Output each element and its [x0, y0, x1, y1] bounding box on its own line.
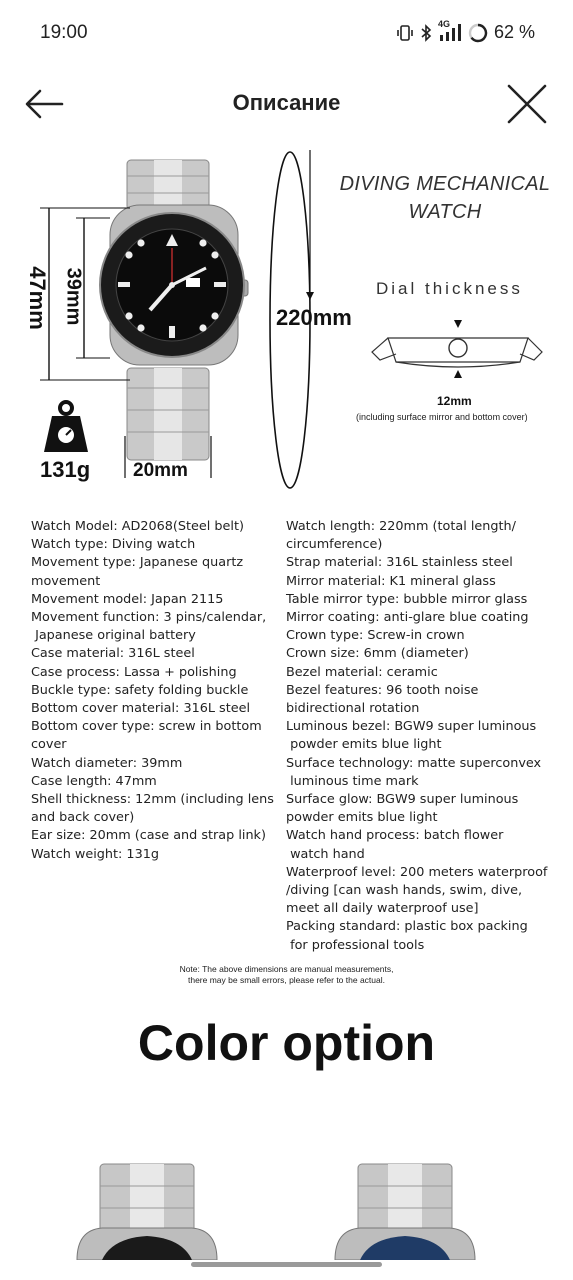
measurement-note-line2: there may be small errors, please refer to the actual.	[187, 975, 385, 985]
spec-left-line: Case process: Lassa + polishing	[31, 664, 237, 680]
spec-right-line: Table mirror type: bubble mirror glass	[286, 591, 528, 607]
watch-variant-image	[330, 1160, 480, 1260]
weight-value: 131g	[40, 457, 91, 482]
spec-left-line: Movement function: 3 pins/calendar,	[31, 610, 267, 626]
status-bar	[0, 0, 573, 66]
spec-right-line: Crown size: 6mm (diameter)	[286, 646, 469, 662]
weight-scale-icon	[44, 402, 88, 452]
spec-right-line: Luminous bezel: BGW9 super luminous	[286, 719, 537, 735]
measurement-note-line1: Note: The above dimensions are manual measurements,	[179, 964, 394, 974]
product-headline-line2: WATCH	[408, 201, 482, 223]
thickness-value: 12mm	[437, 394, 472, 408]
spec-right-line: Bezel material: ceramic	[286, 664, 438, 680]
spec-left-line: Bottom cover material: 316L steel	[31, 701, 251, 717]
watch-length-dimension: 220mm	[276, 305, 352, 330]
bluetooth-icon	[420, 24, 432, 42]
status-indicators	[396, 18, 535, 43]
close-icon	[505, 82, 549, 126]
spec-left-line: Watch Model: AD2068(Steel belt)	[31, 519, 244, 534]
spec-left-line: Bottom cover type: screw in bottom	[31, 719, 262, 735]
spec-right-line: Packing standard: plastic box packing	[286, 919, 528, 935]
page-title: Описание	[232, 90, 341, 115]
color-variant-blue[interactable]	[330, 1160, 480, 1260]
spec-right-line: Surface glow: BGW9 super luminous	[286, 792, 519, 808]
ear-size-dimension: 20mm	[133, 460, 188, 481]
spec-left-line: Japanese original battery	[31, 628, 196, 644]
case-length-dimension: 47mm	[25, 266, 50, 330]
spec-left-line: Case length: 47mm	[31, 773, 157, 789]
watch-variant-image	[72, 1160, 222, 1260]
spec-left-line: Case material: 316L steel	[31, 646, 195, 662]
thickness-note: (including surface mirror and bottom cover)	[356, 412, 528, 422]
spec-right-line: Watch length: 220mm (total length/	[286, 519, 516, 534]
spec-left-line: Watch diameter: 39mm	[31, 755, 183, 771]
spec-left-line: Ear size: 20mm (case and strap link)	[31, 828, 266, 844]
spec-left-line: Movement type: Japanese quartz	[31, 555, 244, 571]
dial-thickness-label: Dial thickness	[376, 279, 523, 298]
color-variant-black[interactable]	[72, 1160, 222, 1260]
signal-icon	[437, 18, 462, 42]
spec-right-line: for professional tools	[286, 937, 425, 953]
color-option-heading: Color option	[137, 1015, 436, 1071]
spec-right-line: Watch hand process: batch flower	[286, 828, 504, 844]
spec-right-line: Strap material: 316L stainless steel	[286, 555, 513, 571]
battery-percent: 62 %	[493, 22, 535, 42]
spec-left-line: movement	[31, 573, 101, 589]
spec-right-line: circumference)	[286, 537, 383, 553]
measurement-note	[0, 964, 573, 986]
spec-right-line: powder emits blue light	[286, 737, 442, 753]
home-indicator[interactable]	[191, 1262, 382, 1267]
spec-left-line: cover	[31, 737, 67, 753]
spec-left-line: Movement model: Japan 2115	[31, 591, 224, 607]
spec-right-line: Bezel features: 96 tooth noise	[286, 682, 479, 698]
spec-right-line: Waterproof level: 200 meters waterproof	[286, 864, 548, 880]
spec-right-line: Mirror material: K1 mineral glass	[286, 573, 496, 589]
vibrate-icon	[396, 24, 414, 42]
spec-left-line: Buckle type: safety folding buckle	[31, 682, 249, 698]
spec-right-line: Mirror coating: anti-glare blue coating	[286, 610, 529, 626]
spec-left-line: Shell thickness: 12mm (including lens	[31, 792, 274, 808]
spec-right-line: meet all daily waterproof use]	[286, 901, 479, 917]
battery-icon	[468, 23, 488, 43]
product-dimension-figure	[0, 140, 573, 510]
status-time: 19:00	[40, 22, 88, 43]
product-headline-line1: DIVING MECHANICAL	[339, 173, 551, 195]
spec-right-line: watch hand	[286, 846, 365, 862]
spec-right-line: luminous time mark	[286, 773, 419, 789]
spec-right-line: powder emits blue light	[286, 810, 438, 826]
spec-right-line: Surface technology: matte superconvex	[286, 755, 542, 771]
product-headline	[300, 170, 573, 226]
specs-left-column	[31, 518, 281, 864]
specs-right-column	[286, 518, 548, 955]
close-button[interactable]	[505, 82, 549, 126]
spec-left-line: Watch weight: 131g	[31, 846, 159, 862]
spec-left-line: Watch type: Diving watch	[31, 537, 196, 553]
network-type-label: 4G	[437, 18, 450, 29]
spec-left-line: and back cover)	[31, 810, 135, 826]
spec-right-line: Crown type: Screw-in crown	[286, 628, 465, 644]
spec-right-line: /diving [can wash hands, swim, dive,	[286, 883, 523, 899]
spec-right-line: bidirectional rotation	[286, 701, 420, 717]
app-header	[0, 72, 573, 136]
watch-diameter-dimension: 39mm	[62, 267, 85, 326]
